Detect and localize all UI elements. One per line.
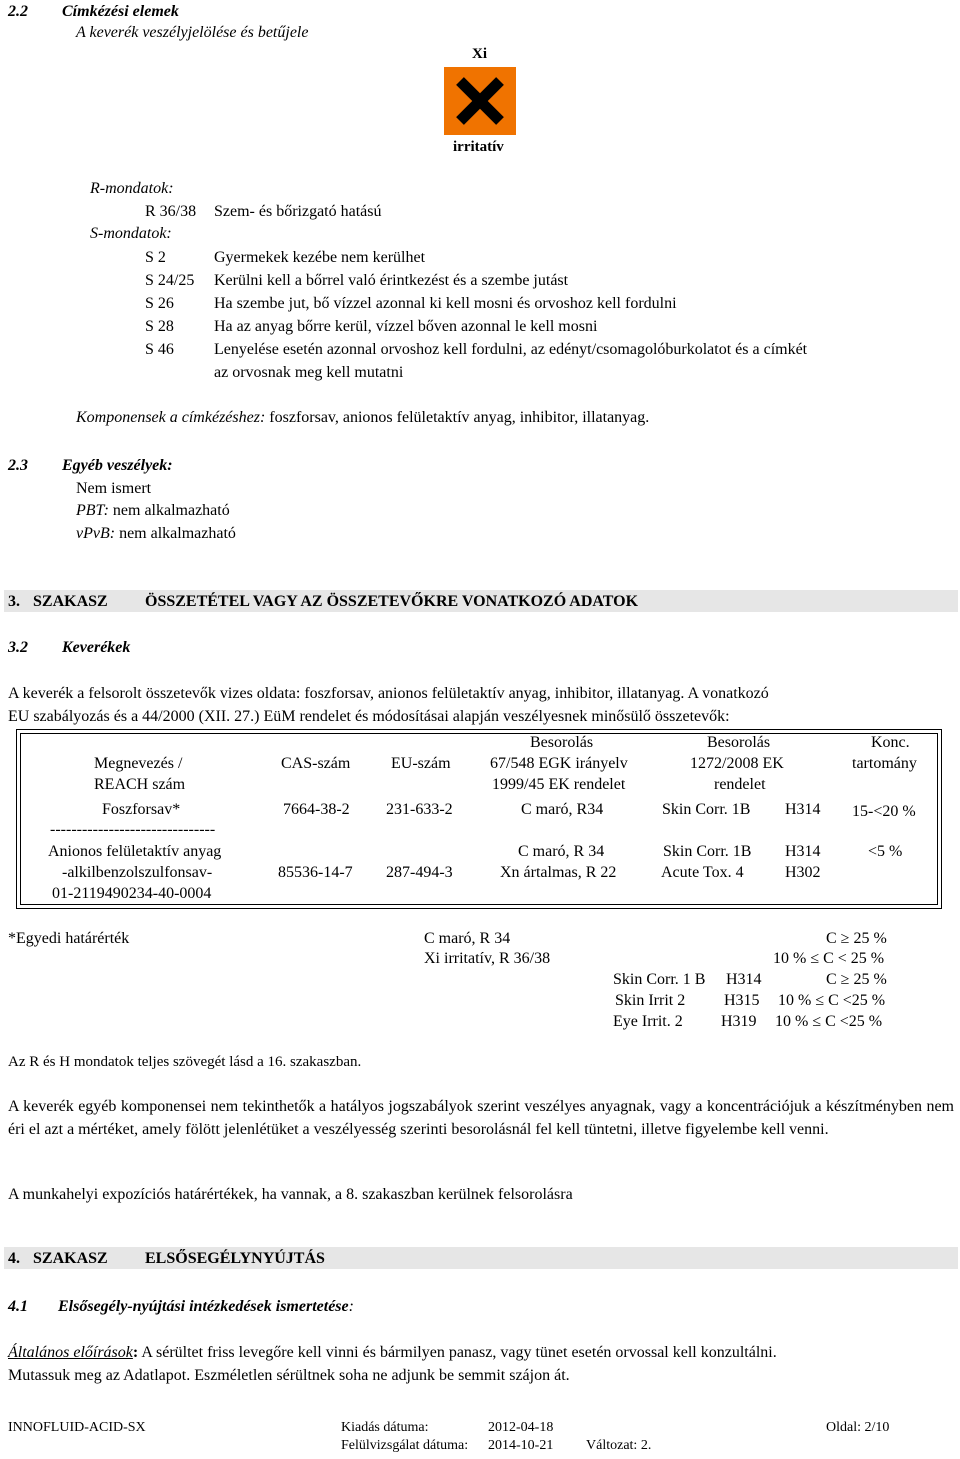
section-3-title: ÖSSZETÉTEL VAGY AZ ÖSSZETEVŐKRE VONATKOZÓ ADATOK	[145, 593, 639, 610]
exposure-limits-note: A munkahelyi expozíciós határértékek, ha vannak, a 8. szakaszban kerülnek felsorolásra	[8, 1186, 573, 1203]
table-header-name-1: Megnevezés /	[94, 755, 183, 772]
limit-dsd-class: C maró, R 34	[424, 930, 511, 947]
footer-version: 2.	[640, 1438, 652, 1453]
general-instructions-text: A sérültet friss levegőre kell vinni és bármilyen panasz, vagy tünet esetén orvossal kell konzultálni.	[138, 1344, 777, 1361]
table-row-2-name-1: Anionos felületaktív anyag	[48, 843, 222, 860]
table-header-name-2: REACH szám	[94, 776, 186, 793]
section-4-word: SZAKASZ	[33, 1250, 108, 1267]
pbt-value: nem alkalmazható	[108, 502, 230, 519]
section-2-3-number: 2.3	[8, 457, 28, 474]
table-row-2-clp-h-1: H314	[785, 843, 821, 860]
general-instructions-text-2: Mutassuk meg az Adatlapot. Eszméletlen sérültnek soha ne adjunk be semmit szájon át.	[8, 1367, 570, 1384]
pbt-label: PBT:	[76, 502, 109, 519]
r-phrase-text: Szem- és bőrizgató hatású	[214, 203, 382, 220]
table-border-right	[941, 729, 942, 909]
table-header-eu: EU-szám	[391, 755, 451, 772]
limit-clp-h: H314	[726, 971, 762, 988]
s-phrase-code: S 28	[145, 318, 174, 335]
limit-clp-conc: 10 % ≤ C <25 %	[775, 1013, 883, 1030]
mixture-intro-line-2: EU szabályozás és a 44/2000 (XII. 27.) EüM rendelet és módosításai alapján veszélyesnek minősülő összetevők:	[8, 708, 730, 725]
limit-clp-h: H315	[724, 992, 760, 1009]
table-row-2-conc: <5 %	[868, 843, 903, 860]
table-row-2-name-2: -alkilbenzolszulfonsav-	[62, 864, 213, 881]
footer-review-label: Felülvizsgálat dátuma:	[341, 1438, 469, 1453]
s-phrase-text: Ha az anyag bőrre kerül, vízzel bőven azonnal le kell mosni	[214, 318, 598, 335]
footer-issue-date: 2012-04-18	[488, 1420, 554, 1435]
table-header-conc-1: Konc.	[871, 734, 910, 751]
table-header-clp-3: rendelet	[714, 776, 766, 793]
section-2-3-title: Egyéb veszélyek:	[62, 457, 173, 474]
table-border-right-inner	[937, 733, 938, 904]
specific-limits-label: *Egyedi határérték	[8, 930, 130, 947]
section-4-1-title: Elsősegély-nyújtási intézkedések ismertetése	[58, 1298, 349, 1315]
section-3-number: 3.	[8, 593, 20, 610]
general-instructions-colon: :	[132, 1344, 139, 1361]
table-row-2-clp-class-2: Acute Tox. 4	[661, 864, 744, 881]
limit-dsd-conc: 10 % ≤ C < 25 %	[773, 950, 885, 967]
table-border-bottom	[16, 908, 942, 909]
s-phrase-text: Lenyelése esetén azonnal orvoshoz kell fordulni, az edényt/csomagolóburkolatot és a címkét	[214, 341, 808, 358]
table-border-left	[16, 729, 17, 909]
general-instructions-label: Általános előírások	[8, 1344, 133, 1361]
s-phrase-code: S 26	[145, 295, 174, 312]
section-3-word: SZAKASZ	[33, 593, 108, 610]
section-2-2-title: Címkézési elemek	[62, 3, 179, 20]
section-4-number: 4.	[8, 1250, 20, 1267]
table-header-dsd-2: 67/548 EGK irányelv	[490, 755, 628, 772]
limit-clp-conc: 10 % ≤ C <25 %	[778, 992, 886, 1009]
table-row-2-clp-class-1: Skin Corr. 1B	[663, 843, 752, 860]
limit-clp-class: Skin Irrit 2	[615, 992, 686, 1009]
symbol-code: Xi	[472, 46, 487, 62]
table-separator: -------------------------------	[50, 821, 216, 838]
pbt-line	[76, 501, 230, 522]
table-row-1-conc: 15-<20 %	[852, 803, 916, 820]
table-row-2-eu: 287-494-3	[386, 864, 453, 881]
table-header-clp-2: 1272/2008 EK	[690, 755, 784, 772]
table-row-2-dsd-2: Xn ártalmas, R 22	[500, 864, 617, 881]
table-border-top-inner	[20, 733, 938, 734]
mixture-intro-line-1: A keverék a felsorolt összetevők vizes oldata: foszforsav, anionos felületaktív anyag, inhibitor, illatanyag. A vonatkozó	[8, 685, 769, 702]
s-phrase-code: S 24/25	[145, 272, 195, 289]
table-row-2-dsd-1: C maró, R 34	[518, 843, 605, 860]
r-h-reference: Az R és H mondatok teljes szövegét lásd a 16. szakaszban.	[8, 1054, 362, 1070]
table-border-left-inner	[20, 733, 21, 904]
table-header-cas: CAS-szám	[281, 755, 351, 772]
s-phrase-text: Gyermekek kezébe nem kerülhet	[214, 249, 426, 266]
table-header-dsd-1: Besorolás	[530, 734, 594, 751]
table-row-1-clp-class: Skin Corr. 1B	[662, 801, 751, 818]
table-header-dsd-3: 1999/45 EK rendelet	[492, 776, 626, 793]
footer-version-label: Változat:	[586, 1438, 638, 1453]
r-phrase-code: R 36/38	[145, 203, 197, 220]
limit-clp-class: Skin Corr. 1 B	[613, 971, 706, 988]
vpvb-label: vPvB:	[76, 525, 116, 542]
table-row-2-name-3: 01-2119490234-40-0004	[52, 885, 212, 902]
section-2-2-subtitle: A keverék veszélyjelölése és betűjele	[76, 24, 309, 41]
table-row-1-eu: 231-633-2	[386, 801, 453, 818]
other-hazards-text: Nem ismert	[76, 480, 152, 497]
footer-issue-label: Kiadás dátuma:	[341, 1420, 429, 1435]
limit-dsd-class: Xi irritatív, R 36/38	[424, 950, 551, 967]
footer-product: INNOFLUID-ACID-SX	[8, 1420, 146, 1435]
general-instructions-line	[8, 1343, 777, 1364]
s-phrase-text-continued: az orvosnak meg kell mutatni	[214, 364, 404, 381]
s-phrase-code: S 46	[145, 341, 174, 358]
table-row-1-dsd: C maró, R34	[521, 801, 604, 818]
section-2-2-number: 2.2	[8, 3, 28, 20]
section-4-1-line	[8, 1297, 354, 1318]
table-row-2-cas: 85536-14-7	[278, 864, 353, 881]
section-4-1-number: 4.1	[8, 1298, 28, 1315]
section-4-title: ELSŐSEGÉLYNYÚJTÁS	[145, 1250, 325, 1267]
r-phrases-heading: R-mondatok:	[90, 180, 174, 197]
footer-page-number: Oldal: 2/10	[826, 1420, 890, 1435]
symbol-label: irritatív	[453, 139, 504, 155]
limit-dsd-conc: C ≥ 25 %	[826, 930, 887, 947]
s-phrases-heading: S-mondatok:	[90, 225, 172, 242]
s-phrase-text: Ha szembe jut, bő vízzel azonnal ki kell mosni és orvoshoz kell fordulni	[214, 295, 677, 312]
table-header-clp-1: Besorolás	[707, 734, 771, 751]
table-row-1-cas: 7664-38-2	[283, 801, 350, 818]
footer-review-date: 2014-10-21	[488, 1438, 554, 1453]
section-3-2-number: 3.2	[8, 639, 28, 656]
s-phrase-code: S 2	[145, 249, 166, 266]
section-3-2-title: Keverékek	[62, 639, 131, 656]
s-phrase-text: Kerülni kell a bőrrel való érintkezést és a szembe jutást	[214, 272, 569, 289]
vpvb-line	[76, 524, 236, 545]
table-border-top	[16, 729, 942, 730]
limit-clp-conc: C ≥ 25 %	[826, 971, 887, 988]
footer-version-line	[586, 1437, 651, 1455]
limit-clp-h: H319	[721, 1013, 757, 1030]
table-header-conc-2: tartomány	[852, 755, 917, 772]
limit-clp-class: Eye Irrit. 2	[613, 1013, 683, 1030]
table-row-1-clp-h: H314	[785, 801, 821, 818]
label-components-text: foszforsav, anionos felületaktív anyag, inhibitor, illatanyag.	[265, 409, 650, 426]
other-components-paragraph: A keverék egyéb komponensei nem tekinthetők a hatályos jogszabályok szerint veszélyes anyagnak, vagy a koncentrációjuk a készítményben nem éri el azt a mértéket, amely fölött jelenlétüket a veszélyesség szerinti besorolásnál fel kell tüntetni, illetve figyelembe kell venni.	[8, 1098, 954, 1138]
hazard-cross-icon	[444, 67, 516, 135]
table-row-2-clp-h-2: H302	[785, 864, 821, 881]
section-4-1-colon: :	[348, 1298, 354, 1315]
label-components-line	[76, 408, 649, 429]
vpvb-value: nem alkalmazható	[115, 525, 236, 542]
label-components-label: Komponensek a címkézéshez:	[76, 409, 266, 426]
table-row-1-name: Foszforsav*	[102, 801, 181, 818]
